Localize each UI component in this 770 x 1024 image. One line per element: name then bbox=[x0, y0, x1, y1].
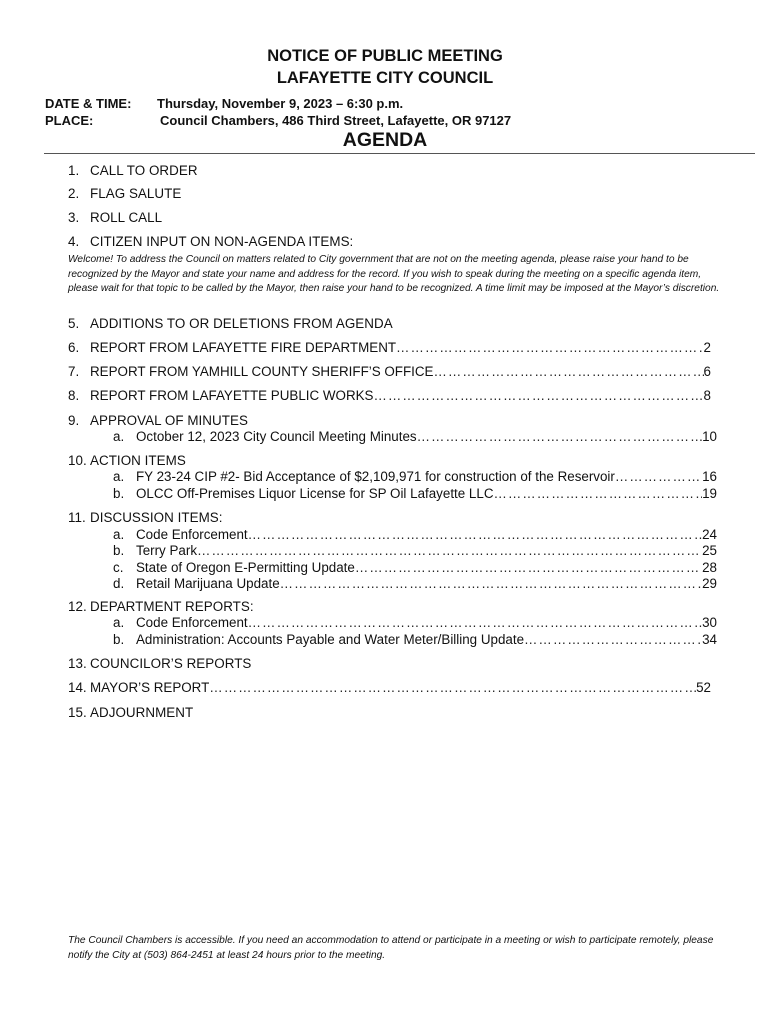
page-number: 2 bbox=[703, 340, 711, 355]
subitem-discussion-d: d. Retail Marijuana Update …………………………………………………………………………………………………………………………………………………………………………………………………………… 29 bbox=[113, 576, 717, 591]
place-value: Council Chambers, 486 Third Street, Lafayette, OR 97127 bbox=[160, 113, 512, 128]
council-title: LAFAYETTE CITY COUNCIL bbox=[276, 69, 494, 87]
page-number: 29 bbox=[702, 576, 717, 591]
datetime-value: Thursday, November 9, 2023 – 6:30 p.m. bbox=[157, 96, 404, 111]
page-number: 10 bbox=[702, 429, 717, 444]
subitem-discussion-c: c. State of Oregon E-Permitting Update …………………………………………………………………………………………………………………………………………………………………………………………………………… 28 bbox=[113, 560, 717, 575]
heading-divider bbox=[44, 153, 755, 154]
citizen-input-welcome: Welcome! To address the Council on matters related to City government that are not on the meeting agenda, please raise your hand to be recognized by the Mayor and state your name and address for the record. If you wish to speak during the meeting on a specific agenda item, please wait for that topic to be called by the Mayor, then raise your hand to be recognized. A time limit may be imposed at the Mayor’s discretion. bbox=[68, 254, 720, 295]
subitem-action-b: b. OLCC Off-Premises Liquor License for SP Oil Lafayette LLC …………………………………………………………………………………………………………………………………………………………………………………………………………… 19 bbox=[113, 486, 717, 501]
subitem-minutes-a: a. October 12, 2023 City Council Meeting Minutes …………………………………………………………………………………………………………………………………………………………………………………………………………… 10 bbox=[113, 429, 717, 444]
page-number: 28 bbox=[702, 560, 717, 575]
subitem-department-a: a. Code Enforcement …………………………………………………………………………………………………………………………………………………………………………………………………………… 30 bbox=[113, 615, 717, 630]
subitem-discussion-a: a. Code Enforcement …………………………………………………………………………………………………………………………………………………………………………………………………………… 24 bbox=[113, 527, 717, 542]
subitem-action-a: a. FY 23-24 CIP #2- Bid Acceptance of $2,109,971 for construction of the Reservoir …………………………………………………………………………………………………………………………………………………………………………………………………………… 16 bbox=[113, 469, 717, 484]
accessibility-notice: The Council Chambers is accessible. If you need an accommodation to attend or participate in a meeting or wish to participate remotely, please notify the City at (503) 864-2451 at least 24 hours prior to the meeting. bbox=[68, 935, 714, 961]
page-number: 16 bbox=[702, 469, 717, 484]
page-number: 24 bbox=[702, 527, 717, 542]
agenda-item-5: 5. ADDITIONS TO OR DELETIONS FROM AGENDA bbox=[68, 316, 393, 331]
agenda-item-11: 11. DISCUSSION ITEMS: bbox=[68, 510, 223, 525]
page-number: 52 bbox=[696, 680, 711, 695]
page-number: 34 bbox=[702, 632, 717, 647]
datetime-label: DATE & TIME: bbox=[45, 96, 132, 111]
page-number: 30 bbox=[702, 615, 717, 630]
agenda-item-15: 15. ADJOURNMENT bbox=[68, 705, 194, 720]
place-label: PLACE: bbox=[45, 113, 94, 128]
notice-title: NOTICE OF PUBLIC MEETING bbox=[267, 47, 503, 65]
agenda-item-9: 9. APPROVAL OF MINUTES bbox=[68, 413, 248, 428]
subitem-department-b: b. Administration: Accounts Payable and Water Meter/Billing Update …………………………………………………………………………………………………………………………………………………………………………………………………………… 34 bbox=[113, 632, 717, 647]
agenda-item-7: 7. REPORT FROM YAMHILL COUNTY SHERIFF’S OFFICE …………………………………………………………………………………………………………………………………………………………………………………………………………… 6 bbox=[68, 364, 711, 379]
page-number: 6 bbox=[703, 364, 711, 379]
agenda-item-4: 4. CITIZEN INPUT ON NON-AGENDA ITEMS: bbox=[68, 234, 354, 249]
agenda-item-6: 6. REPORT FROM LAFAYETTE FIRE DEPARTMENT …………………………………………………………………………………………………………………………………………………………………………………………………………… 2 bbox=[68, 340, 711, 355]
subitem-discussion-b: b. Terry Park …………………………………………………………………………………………………………………………………………………………………………………………………………… 25 bbox=[113, 543, 717, 558]
agenda-item-10: 10. ACTION ITEMS bbox=[68, 453, 186, 468]
agenda-item-3: 3. ROLL CALL bbox=[68, 210, 163, 225]
agenda-item-13: 13. COUNCILOR’S REPORTS bbox=[68, 656, 252, 671]
agenda-item-8: 8. REPORT FROM LAFAYETTE PUBLIC WORKS …………………………………………………………………………………………………………………………………………………………………………………………………………… 8 bbox=[68, 388, 711, 403]
page-number: 25 bbox=[702, 543, 717, 558]
agenda-item-1: 1. CALL TO ORDER bbox=[68, 163, 198, 178]
agenda-item-12: 12. DEPARTMENT REPORTS: bbox=[68, 599, 254, 614]
agenda-item-14: 14. MAYOR’S REPORT …………………………………………………………………………………………………………………………………………………………………………………………………………… 52 bbox=[68, 680, 711, 695]
page-number: 19 bbox=[702, 486, 717, 501]
agenda-item-2: 2. FLAG SALUTE bbox=[68, 186, 182, 201]
agenda-heading: AGENDA bbox=[342, 129, 428, 151]
page-number: 8 bbox=[703, 388, 711, 403]
